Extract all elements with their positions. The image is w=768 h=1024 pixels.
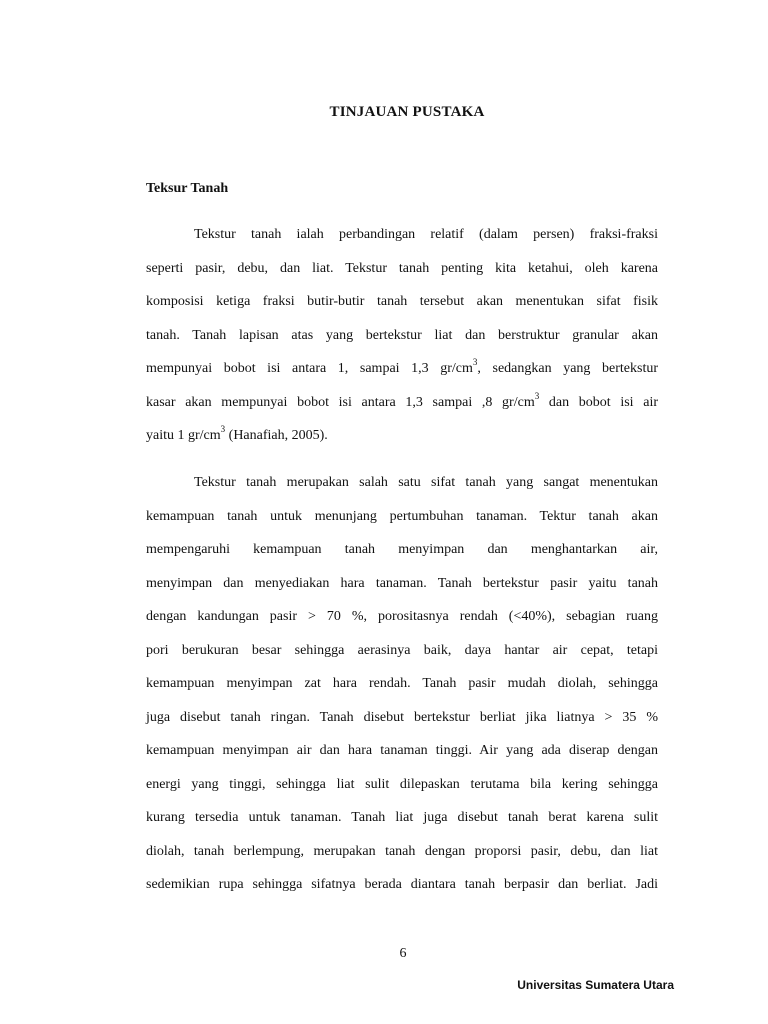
paragraph-line: kurang tersedia untuk tanaman. Tanah liat juga disebut tanah berat karena sulit [146,810,658,825]
paragraph-1 [146,226,658,461]
paragraph-line: Tekstur tanah ialah perbandingan relatif (dalam persen) fraksi-fraksi [194,227,658,242]
paragraph-line: dengan kandungan pasir > 70 %, porositasnya rendah (<40%), sebagian ruang [146,609,658,624]
paragraph-line: diolah, tanah berlempung, merupakan tanah dengan proporsi pasir, debu, dan liat [146,843,658,859]
paragraph-line: tanah. Tanah lapisan atas yang bertekstur liat dan berstruktur granular akan [146,327,658,343]
superscript: 3 [534,390,540,401]
paragraph-line: seperti pasir, debu, dan liat. Tekstur tanah penting kita ketahui, oleh karena [146,260,658,276]
paragraph-line: pori berukuran besar sehingga aerasinya baik, daya hantar air cepat, tetapi [146,642,658,658]
paragraph-line: yaitu 1 $gr/cm^3$ (Hanafiah, 2005). [146,424,328,443]
page-title: TINJAUAN PUSTAKA [329,104,485,120]
paragraph-line: kemampuan menyimpan zat hara rendah. Tanah pasir mudah diolah, sehingga [146,676,658,691]
section-heading: Teksur Tanah [146,181,229,196]
paragraph-line: komposisi ketiga fraksi butir-butir tanah tersebut akan menentukan sifat fisik [146,294,658,309]
paragraph-line: sedemikian rupa sehingga sifatnya berada diantara tanah berpasir dan berliat. Jadi [146,877,658,892]
paragraph-line: mempunyai bobot isi antara 1, sampai 1,3 $gr/cm^3$, sedangkan yang bertekstur [146,357,659,376]
paragraph-line: energi yang tinggi, sehingga liat sulit dilepaskan terutama bila kering sehingga [146,776,658,792]
superscript: 3 [472,357,478,368]
paragraph-line: kemampuan menyimpan air dan hara tanaman tinggi. Air yang ada diserap dengan [146,743,658,758]
paragraph-line: kasar akan mempunyai bobot isi antara 1,3 sampai ,8 $gr/cm^3$ dan bobot isi air [146,390,658,410]
paragraph-line: menyimpan dan menyediakan hara tanaman. Tanah bertekstur pasir yaitu tanah [146,575,658,591]
superscript: 3 [220,424,226,435]
footer-institution: Universitas Sumatera Utara [517,978,674,992]
paragraph-line: Tekstur tanah merupakan salah satu sifat tanah yang sangat menentukan [194,475,658,490]
paragraph-line: kemampuan tanah untuk menunjang pertumbuhan tanaman. Tektur tanah akan [146,508,658,524]
page-number: 6 [399,946,407,961]
paragraph-2 [146,474,658,910]
paragraph-line: mempengaruhi kemampuan tanah menyimpan dan menghantarkan air, [146,542,658,557]
paragraph-line: juga disebut tanah ringan. Tanah disebut bertekstur berliat jika liatnya > 35 % [146,709,658,725]
